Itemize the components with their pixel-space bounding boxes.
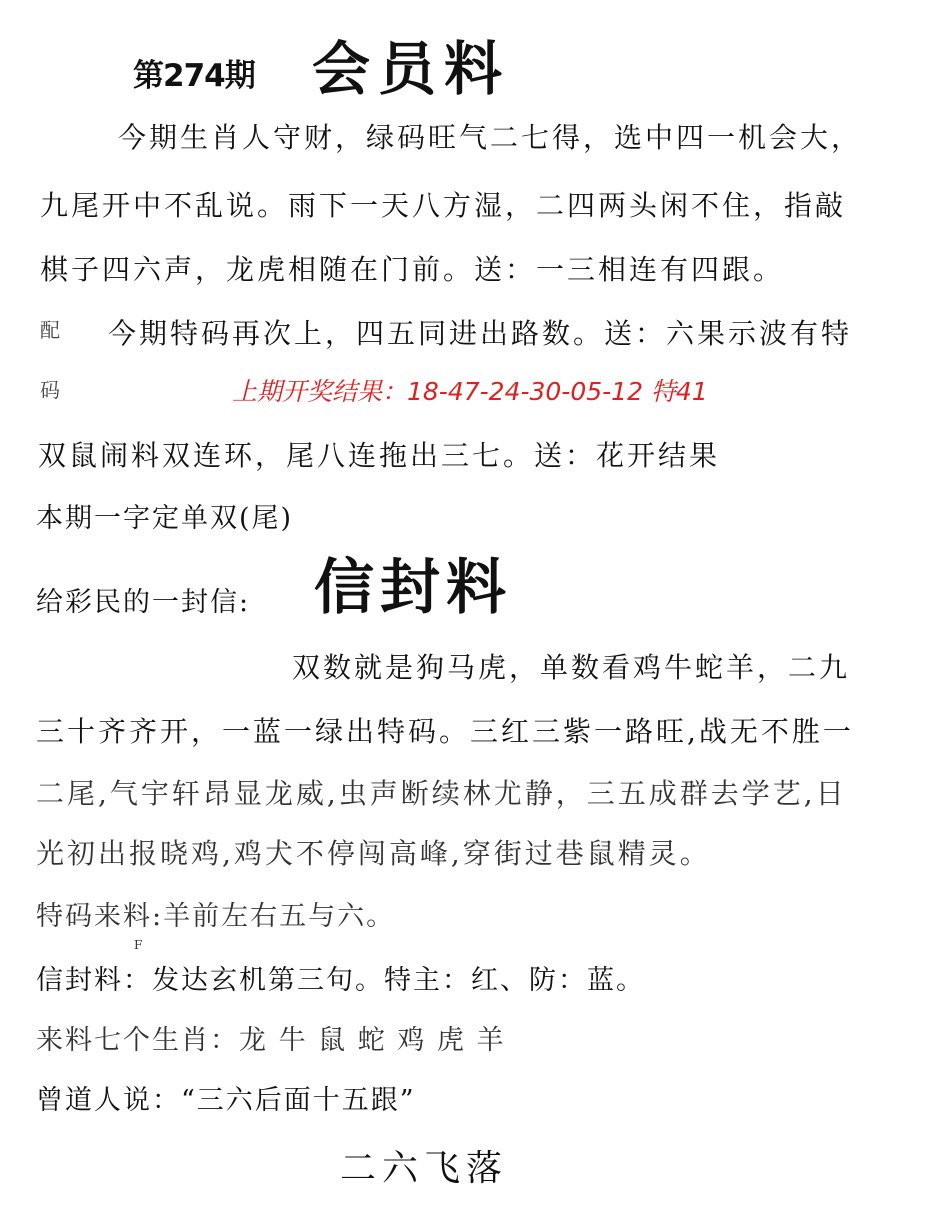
envelope-line-3: 二尾,气宇轩昂显龙威,虫声断续林尤静，三五成群去学艺,日 [36,777,847,810]
period-label: 第274期 [133,58,255,94]
member-line-1: 今期生肖人守财，绿码旺气二七得，选中四一机会大， [118,121,863,154]
envelope-item-4: 曾道人说：“三六后面十五跟” [36,1085,416,1116]
margin-fragment-1: 配 [40,318,60,342]
member-line-2: 九尾开中不乱说。雨下一天八方湿，二四两头闲不住，指敲 [40,189,847,222]
member-line-3: 棋子四六声，龙虎相随在门前。送：一三相连有四跟。 [40,253,785,286]
member-line-6: 本期一字定单双(尾) [36,503,294,534]
member-section-title: 会员料 [312,35,511,103]
envelope-item-1: 特码来料:羊前左右五与六。 [36,901,396,932]
member-line-4: 今期特码再次上，四五同进出路数。送：六果示波有特 [108,317,853,350]
envelope-section-title: 信封料 [314,553,512,623]
last-draw-result: 上期开奖结果：18-47-24-30-05-12 特41 [232,377,708,406]
envelope-line-2: 三十齐齐开，一蓝一绿出特码。三红三紫一路旺,战无不胜一 [36,715,854,748]
envelope-intro: 给彩民的一封信: [36,587,251,618]
envelope-line-1: 双数就是狗马虎，单数看鸡牛蛇羊，二九 [292,651,851,684]
envelope-item-3: 来料七个生肖：龙 牛 鼠 蛇 鸡 虎 羊 [36,1025,506,1056]
margin-fragment-2: 码 [40,378,60,402]
final-phrase: 二六飞落 [340,1148,509,1189]
envelope-line-4: 光初出报晓鸡,鸡犬不停闯高峰,穿街过巷鼠精灵。 [36,837,711,870]
member-line-5: 双鼠闹料双连环，尾八连拖出三七。送：花开结果 [38,439,721,472]
tick-mark: F [134,938,143,952]
envelope-item-2: 信封料：发达玄机第三句。特主：红、防：蓝。 [36,965,645,996]
